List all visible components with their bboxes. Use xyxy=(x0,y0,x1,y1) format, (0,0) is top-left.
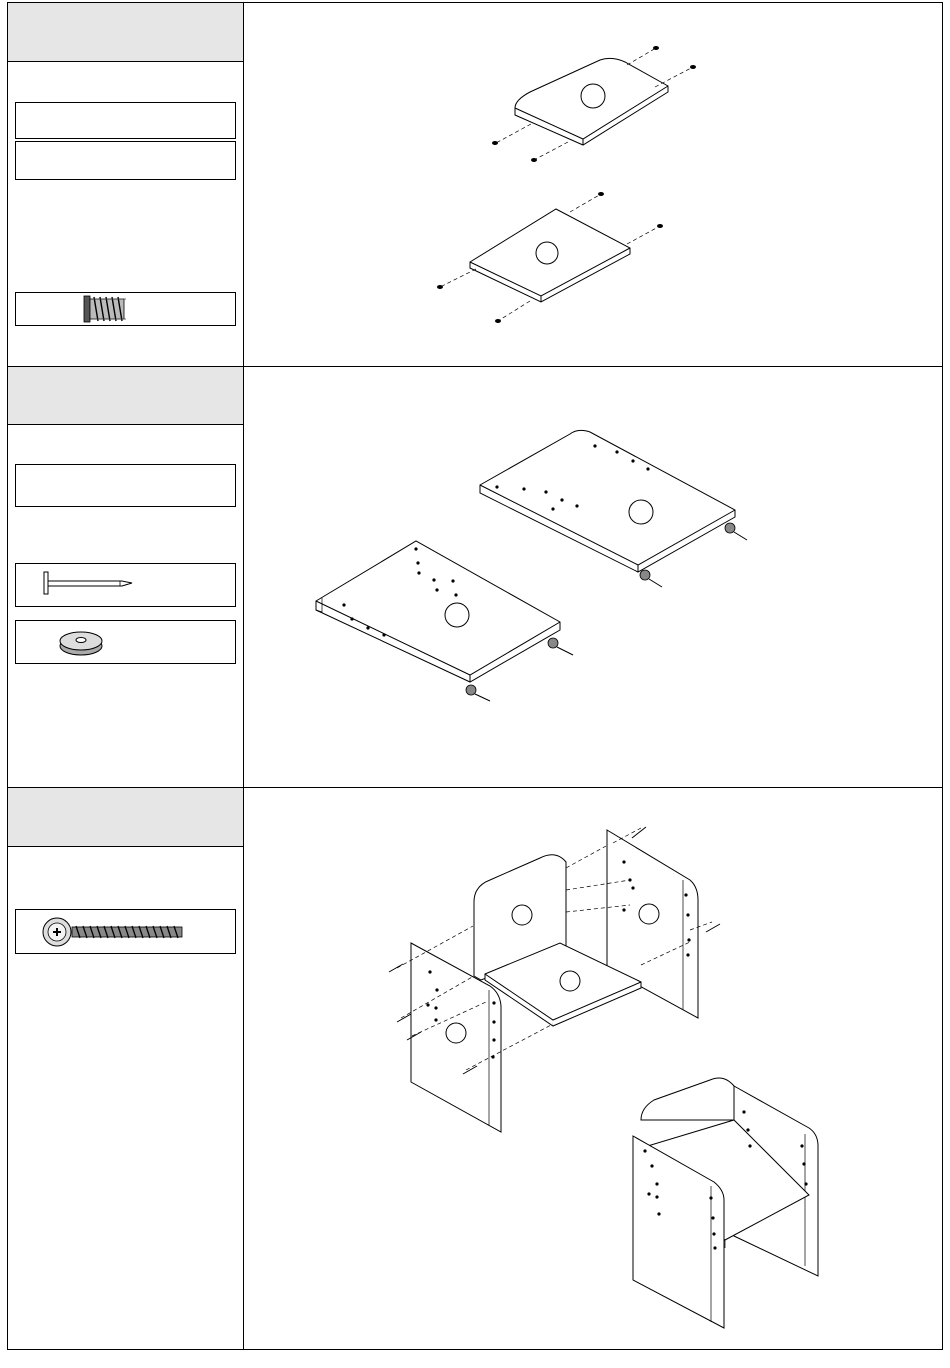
phillips-screw-icon xyxy=(40,914,190,950)
insert-icon xyxy=(495,319,501,323)
part-number-circle xyxy=(445,603,469,627)
step-2-header xyxy=(8,367,243,425)
part-number-circle xyxy=(639,904,659,924)
step-3-diagram xyxy=(244,788,942,1350)
insert-icon xyxy=(653,46,659,50)
part-number-circle xyxy=(536,242,558,264)
step-2-part-label-box xyxy=(15,464,236,507)
insert-icon xyxy=(690,65,696,69)
insert-icon xyxy=(437,285,443,289)
step-1-part-label-box-a xyxy=(15,102,236,139)
step-1-part-threaded-insert xyxy=(15,292,236,326)
lower-panel-with-inserts xyxy=(437,192,663,323)
step-3-header xyxy=(8,788,243,847)
part-number-circle xyxy=(446,1023,466,1043)
part-number-circle xyxy=(560,971,580,991)
insert-icon xyxy=(657,224,663,228)
step-2-part-cam-bolt xyxy=(15,563,236,607)
back-panel xyxy=(480,430,747,587)
insert-icon xyxy=(492,141,498,145)
step-2-diagram xyxy=(244,367,942,787)
step-1-header xyxy=(8,3,243,62)
assembled-chair xyxy=(633,1078,818,1328)
cam-lock-icon xyxy=(466,685,476,695)
cam-lock-icon xyxy=(725,523,735,533)
insert-icon xyxy=(531,158,537,162)
step-1-diagram xyxy=(244,3,942,365)
cam-washer-icon xyxy=(56,627,106,659)
threaded-insert-icon xyxy=(80,294,130,324)
cam-lock-icon xyxy=(640,570,650,580)
insert-icon xyxy=(598,192,604,196)
step-1-part-label-box-b xyxy=(15,141,236,180)
part-number-circle xyxy=(512,905,532,925)
part-number-circle xyxy=(581,84,605,108)
step-2-part-cam-washer xyxy=(15,620,236,664)
part-number-circle xyxy=(629,500,653,524)
cam-bolt-icon xyxy=(42,570,137,600)
step-3-part-screw xyxy=(15,909,236,954)
cam-lock-icon xyxy=(548,638,558,648)
seat-panel xyxy=(316,541,573,701)
upper-panel-with-inserts xyxy=(492,46,696,162)
